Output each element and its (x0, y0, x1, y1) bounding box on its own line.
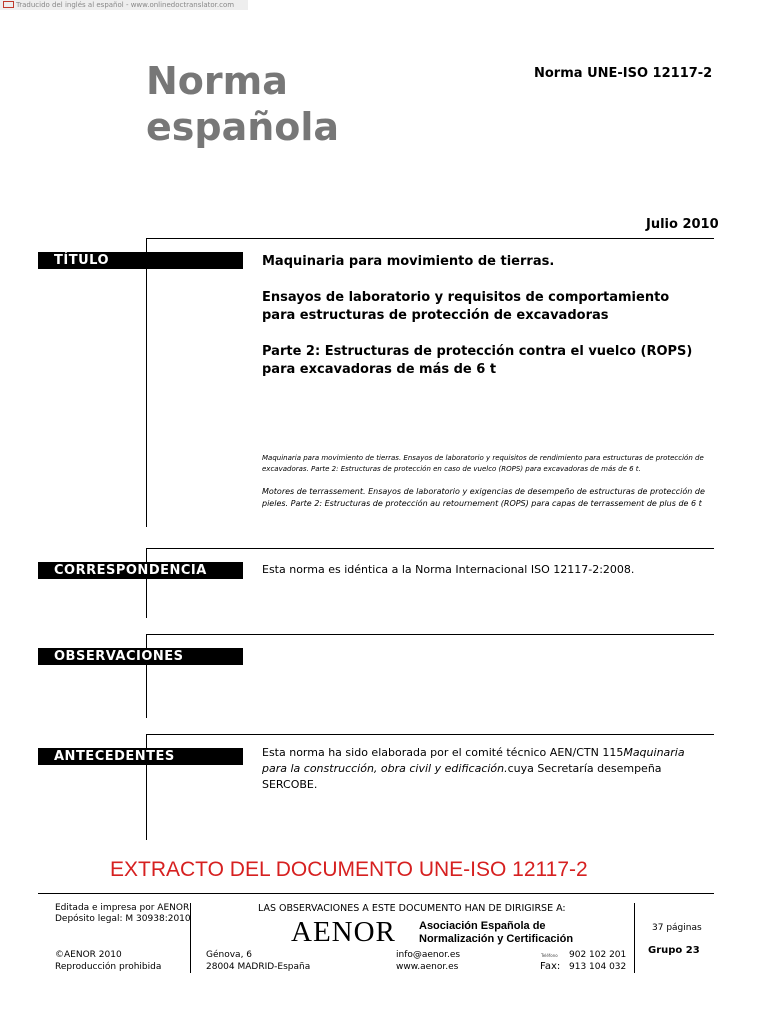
label-antecedentes: ANTECEDENTES (38, 748, 243, 765)
section-divider (146, 634, 714, 635)
footer-email[interactable]: info@aenor.es (396, 950, 461, 960)
title-line-1-text: Maquinaria para movimiento de tierras. (262, 254, 555, 269)
section-divider (146, 548, 714, 549)
antecedentes-text-b: cuya Secretaría desempeña SERCOBE. (262, 762, 662, 791)
footer-legal-deposit: Depósito legal: M 30938:2010 (55, 914, 191, 924)
section-vertical-rule (146, 634, 147, 718)
section-divider (146, 238, 714, 239)
antecedentes-committee: Maquinaria para la construcción, obra civil y edificación. (262, 746, 685, 775)
footer-pages: 37 páginas (652, 923, 702, 933)
footer-fax: 913 104 032 (569, 962, 627, 972)
footer-edited: Editada e impresa por AENOR (55, 903, 190, 913)
title-line-2: española (146, 105, 340, 149)
footer-group: Grupo 23 (648, 945, 700, 956)
standard-code: Norma UNE-ISO 12117-2 (534, 66, 713, 81)
title-line-2-text: Ensayos de laboratorio y requisitos de comportamiento para estructuras de protección de excavadoras (262, 290, 670, 323)
correspondencia-text: Esta norma es idéntica a la Norma Internacional ISO 12117-2:2008. (262, 563, 635, 576)
antecedentes-text-a: Esta norma ha sido elaborada por el comité técnico AEN/CTN 115 (262, 746, 624, 759)
alt-title-french: Motores de terrassement. Ensayos de laboratorio y exigencias de desempeño de estructuras de protección de pieles. Parte 2: Estructuras de protección au retournement (ROPS) para capas de terrassement de plus de 6 t (262, 487, 705, 508)
pdf-icon (3, 1, 14, 8)
footer-phone-label: Teléfono (541, 953, 558, 958)
section-vertical-rule (146, 548, 147, 618)
footer-divider (38, 893, 714, 894)
translator-banner (0, 0, 248, 10)
footer-phone: 902 102 201 (569, 950, 627, 960)
publication-date: Julio 2010 (646, 217, 719, 232)
label-correspondencia: CORRESPONDENCIA (38, 562, 243, 579)
aenor-logo: AENOR (291, 916, 396, 948)
alt-title-english: Maquinaria para movimiento de tierras. Ensayos de laboratorio y requisitos de rendimiento para estructuras de protección de excavadoras. Parte 2: Estructuras de protección en caso de vuelco (ROPS) para excavadoras de más de 6 t. (262, 454, 704, 473)
footer-fax-label: Fax: (540, 961, 561, 972)
section-divider (146, 734, 714, 735)
title-line-3-text: Parte 2: Estructuras de protección contra el vuelco (ROPS) para excavadoras de más de 6 t (262, 344, 693, 377)
label-titulo: TÍTULO (38, 252, 243, 269)
banner-text: Traducido del inglés al español - www.onlinedoctranslator.com (16, 1, 235, 9)
footer-rule-right (634, 903, 635, 973)
antecedentes-text (262, 745, 712, 793)
aenor-name-line-1: Asociación Española de (419, 920, 546, 932)
footer-city: 28004 MADRID-España (206, 962, 311, 972)
footer-street: Génova, 6 (206, 950, 253, 960)
aenor-name-line-2: Normalización y Certificación (419, 933, 574, 945)
label-observaciones: OBSERVACIONES (38, 648, 243, 665)
footer-copyright: ©AENOR 2010 (55, 950, 122, 960)
title-line-1: Norma (146, 59, 288, 103)
footer-web[interactable]: www.aenor.es (396, 962, 459, 972)
footer-address-header: LAS OBSERVACIONES A ESTE DOCUMENTO HAN DE DIRIGIRSE A: (258, 903, 566, 914)
extract-title: EXTRACTO DEL DOCUMENTO UNE-ISO 12117-2 (110, 858, 588, 881)
page-title (146, 58, 339, 150)
footer-reproduction: Reproducción prohibida (55, 962, 162, 972)
section-vertical-rule (146, 238, 147, 527)
